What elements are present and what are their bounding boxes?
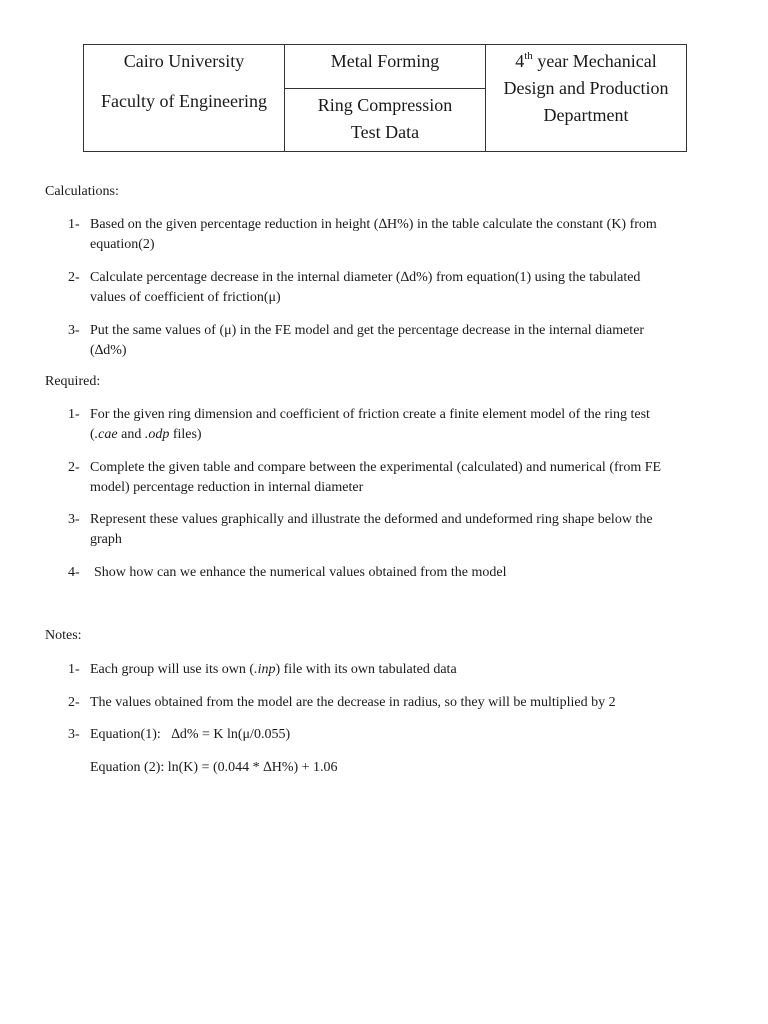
item-text-line-2: values of coefficient of friction(μ): [90, 290, 281, 305]
course-cell: [285, 45, 486, 89]
department-line-2: Design and Production: [503, 78, 669, 98]
cae-extension: .cae: [94, 427, 118, 442]
list-item: [68, 405, 718, 445]
department-line-1-rest: year Mechanical: [532, 51, 657, 71]
text-fragment: files): [169, 427, 202, 442]
list-item: [68, 725, 718, 745]
item-number: 2-: [68, 695, 80, 710]
item-number: 3-: [68, 727, 80, 742]
university-name: Cairo University: [123, 51, 245, 71]
equation-2: Equation (2): ln(K) = (0.044 * ∆H%) + 1.06: [90, 760, 338, 775]
list-item: [68, 268, 718, 308]
list-item: [68, 458, 718, 498]
list-item: [68, 660, 718, 680]
text-fragment: ) file with its own tabulated data: [275, 662, 457, 677]
list-item: [68, 321, 718, 361]
text-fragment: Each group will use its own (: [90, 662, 255, 677]
list-item: [68, 693, 718, 713]
item-text-line-1: Represent these values graphically and illustrate the deformed and undeformed ring shape below the: [90, 512, 653, 527]
year-number: 4: [515, 51, 525, 71]
item-number: 1-: [68, 662, 80, 677]
university-cell: [84, 45, 285, 152]
lab-title-cell: [285, 89, 486, 152]
course-name: Metal Forming: [330, 51, 440, 71]
item-text-line-1: Calculate percentage decrease in the internal diameter (∆d%) from equation(1) using the tabulated: [90, 270, 641, 285]
lab-title-line-1: Ring Compression: [317, 95, 453, 115]
notes-title: Notes:: [45, 628, 82, 643]
lab-title-line-2: Test Data: [350, 122, 420, 142]
item-text-line-1: [90, 660, 718, 680]
item-number: 2-: [68, 270, 80, 285]
item-number: 1-: [68, 407, 80, 422]
department-cell: [486, 45, 687, 152]
item-text-line-1: Show how can we enhance the numerical values obtained from the model: [94, 565, 507, 580]
list-item: [68, 563, 718, 583]
header-table: [83, 44, 687, 152]
odp-extension: .odp: [144, 427, 170, 442]
department-line-3: Department: [543, 105, 629, 125]
item-text-line-2: (∆d%): [90, 343, 127, 358]
item-number: 3-: [68, 512, 80, 527]
list-item: [68, 510, 718, 550]
faculty-name: Faculty of Engineering: [101, 91, 267, 111]
item-text-line-2: [90, 425, 718, 445]
item-number: 2-: [68, 460, 80, 475]
item-text-line-1: Complete the given table and compare between the experimental (calculated) and numerical (from FE: [90, 460, 662, 475]
item-text-line-1: For the given ring dimension and coefficient of friction create a finite element model of the ring test: [90, 407, 650, 422]
item-text-line-1: The values obtained from the model are the decrease in radius, so they will be multiplied by 2: [90, 695, 616, 710]
department-line-1: [486, 48, 686, 75]
item-number: 4-: [68, 565, 80, 580]
year-suffix: th: [524, 50, 533, 62]
list-item: [68, 215, 718, 255]
equation-1: Equation(1): ∆d% = K ln(μ/0.055): [90, 727, 291, 742]
text-fragment: and: [117, 427, 145, 442]
item-text-line-1: Put the same values of (μ) in the FE model and get the percentage decrease in the internal diameter: [90, 323, 645, 338]
item-text-line-2: model) percentage reduction in internal diameter: [90, 480, 364, 495]
item-text-line-2: graph: [90, 532, 122, 547]
calculations-title: Calculations:: [45, 184, 119, 199]
item-number: 1-: [68, 217, 80, 232]
item-text-line-2: equation(2): [90, 237, 155, 252]
item-text-line-1: Based on the given percentage reduction in height (∆H%) in the table calculate the constant (K) from: [90, 217, 657, 232]
item-number: 3-: [68, 323, 80, 338]
inp-extension: .inp: [254, 662, 276, 677]
text-fragment: (: [90, 427, 95, 442]
required-title: Required:: [45, 374, 101, 389]
